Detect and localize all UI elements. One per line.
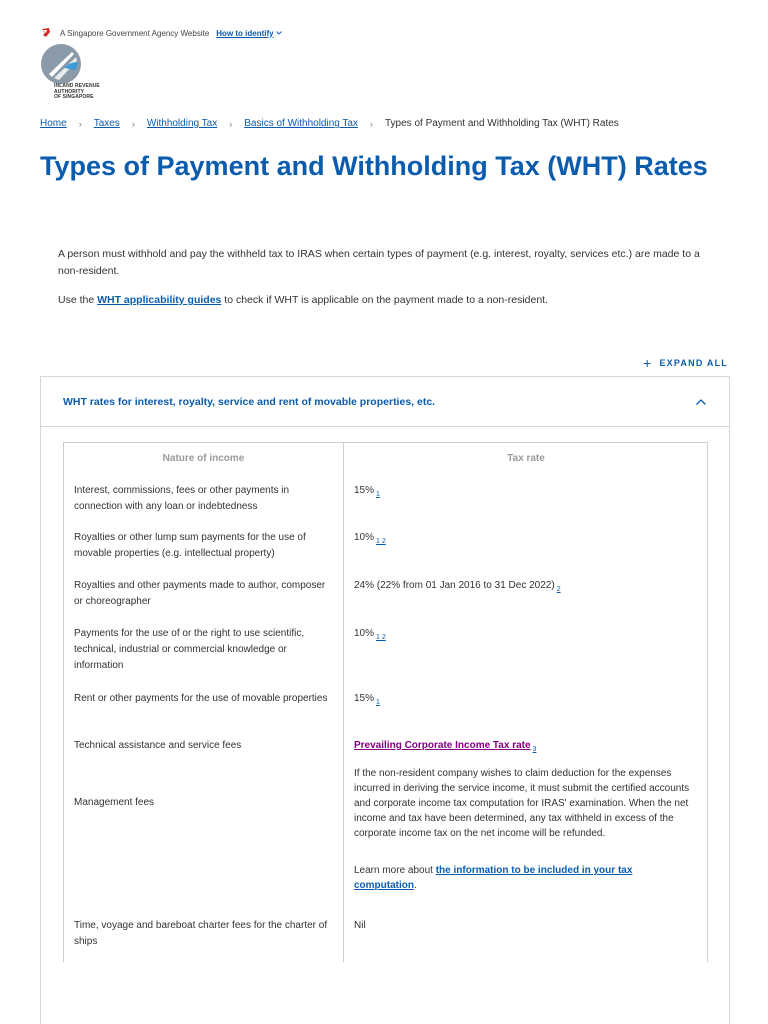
row-5-rate-value: 15% — [354, 693, 375, 704]
accordion-title[interactable]: WHT rates for interest, royalty, service and rent of movable properties, etc. — [63, 395, 436, 408]
breadcrumb-taxes[interactable]: Taxes — [93, 118, 120, 129]
chevron-up-icon[interactable] — [695, 398, 707, 406]
footnote-link[interactable]: 1 — [376, 699, 380, 706]
row-1-nature: Interest, commissions, fees or other payments in connection with any loan or indebtedness — [74, 485, 290, 512]
intro-paragraph: A person must withhold and pay the withheld tax to IRAS when certain types of payment (e.g. interest, royalty, services etc.) are made to a non-resident. — [58, 248, 700, 277]
footnote-link[interactable]: 2 — [556, 586, 561, 593]
row-1-rate — [354, 483, 694, 503]
row-7-rate: If the non-resident company wishes to claim deduction for the expenses incurred in deriving the service income, it must submit the certified accounts and corporate income tax computation for IRAS' examination. When the net income and tax have been determined, any tax withheld in excess of the corporate income tax on the net income will be refunded. — [354, 768, 690, 839]
breadcrumb-home[interactable]: Home — [40, 118, 67, 129]
breadcrumb — [40, 118, 619, 129]
breadcrumb-current: Types of Payment and Withholding Tax (WHT) Rates — [385, 118, 619, 129]
footnote-link[interactable]: 3 — [532, 746, 537, 753]
row-2-rate — [354, 530, 694, 550]
footnote-link[interactable]: 1 2 — [376, 634, 386, 641]
row-5-nature: Rent or other payments for the use of movable properties — [74, 693, 328, 704]
gov-masthead — [40, 26, 282, 40]
applicability-text-before: Use the — [58, 294, 98, 306]
row-4-rate — [354, 626, 694, 646]
learn-more-text: Learn more about — [354, 865, 436, 876]
chevron-down-icon — [276, 31, 282, 35]
logo-line-2: AUTHORITY — [54, 88, 85, 95]
how-to-identify-label[interactable]: How to identify — [216, 28, 274, 38]
accordion-wht-rates — [40, 376, 730, 1024]
row-7-learn-more — [354, 863, 694, 893]
expand-all-label[interactable]: EXPAND ALL — [659, 358, 728, 368]
row-5-rate — [354, 691, 694, 711]
breadcrumb-basics-of-withholding-tax[interactable]: Basics of Withholding Tax — [244, 118, 358, 129]
applicability-paragraph — [58, 292, 718, 309]
how-to-identify-link[interactable] — [216, 29, 281, 38]
chevron-right-icon: › — [229, 118, 233, 129]
breadcrumb-withholding-tax[interactable]: Withholding Tax — [146, 118, 218, 129]
footnote-link[interactable]: 1 2 — [376, 538, 386, 545]
row-4-rate-value: 10% — [354, 628, 375, 639]
singapore-lion-icon — [40, 27, 52, 39]
logo-wordmark — [54, 84, 100, 101]
row-3-rate — [354, 578, 694, 598]
row-4-nature: Payments for the use of or the right to use scientific, technical, industrial or commercial knowledge or information — [74, 628, 305, 671]
row-6-nature: Technical assistance and service fees — [74, 740, 242, 751]
row-1-rate-value: 15% — [354, 485, 375, 496]
wht-applicability-guides-link[interactable]: WHT applicability guides — [97, 294, 222, 306]
row-8-nature: Time, voyage and bareboat charter fees for the charter of ships — [74, 920, 328, 947]
row-2-rate-value: 10% — [354, 532, 375, 543]
footnote-link[interactable]: 1 — [376, 491, 380, 498]
learn-more-text-end: . — [414, 880, 417, 891]
accordion-header[interactable] — [41, 377, 729, 427]
chevron-right-icon: › — [131, 118, 135, 129]
row-3-nature: Royalties and other payments made to author, composer or choreographer — [74, 580, 326, 607]
expand-all-button[interactable] — [643, 356, 728, 370]
chevron-right-icon: › — [370, 118, 373, 129]
plus-icon: + — [643, 355, 653, 371]
row-3-rate-value: 24% (22% from 01 Jan 2016 to 31 Dec 2022) — [354, 580, 555, 591]
logo-line-3: OF SINGAPORE — [54, 94, 94, 100]
chevron-right-icon: › — [78, 118, 82, 129]
table-header-rate: Tax rate — [507, 453, 545, 464]
table-header-nature: Nature of income — [162, 453, 245, 464]
applicability-text-after: to check if WHT is applicable on the payment made to a non-resident. — [221, 294, 549, 306]
wht-rates-table — [63, 442, 708, 962]
row-6-rate — [354, 738, 694, 758]
row-7-nature: Management fees — [74, 797, 155, 808]
page-title: Types of Payment and Withholding Tax (WHT) Rates — [40, 151, 708, 181]
row-2-nature: Royalties or other lump sum payments for the use of movable properties (e.g. intellectual property) — [74, 532, 306, 559]
gov-masthead-text: A Singapore Government Agency Website — [60, 28, 210, 38]
row-8-rate: Nil — [354, 920, 366, 931]
column-divider — [343, 443, 344, 962]
tax-computation-info-link[interactable]: the information to be included in your tax computation — [354, 865, 633, 891]
logo-line-1: INLAND REVENUE — [54, 83, 100, 89]
prevailing-cit-rate-link[interactable]: Prevailing Corporate Income Tax rate — [354, 740, 531, 751]
